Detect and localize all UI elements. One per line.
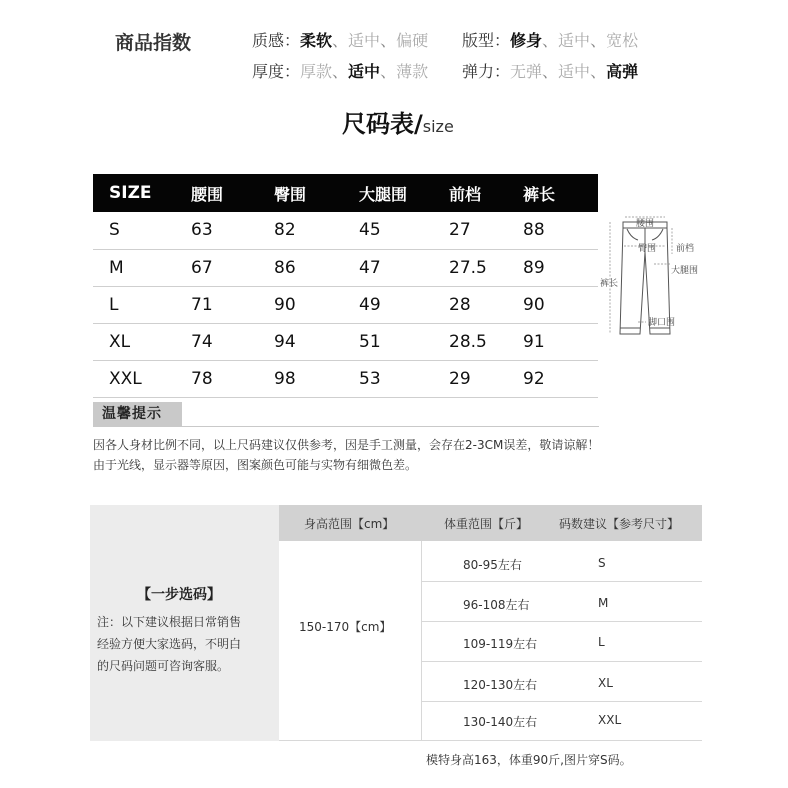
row-divider bbox=[421, 661, 702, 662]
warm-tip-line-1: 因各人身材比例不同，以上尺码建议仅供参考，因是手工测量，会存在2-3CM误差，敬请谅解！ bbox=[93, 438, 600, 452]
model-info-note: 模特身高163，体重90斤,图片穿S码。 bbox=[426, 753, 632, 767]
row-divider bbox=[421, 581, 702, 582]
fit-attribute: 版型：修身、适中、宽松 bbox=[462, 31, 639, 50]
thickness-label: 厚度： bbox=[252, 62, 301, 81]
cell-front-rise: 27.5 bbox=[449, 249, 523, 286]
header-size-suggestion: 码数建议【参考尺寸】 bbox=[559, 517, 680, 531]
size-chart-title bbox=[342, 104, 454, 139]
row-divider bbox=[421, 701, 702, 702]
recommendation-bottom-border bbox=[279, 740, 702, 741]
size-table bbox=[93, 174, 598, 398]
cell-hip: 94 bbox=[274, 323, 359, 360]
thickness-option-thin: 薄款 bbox=[396, 62, 429, 81]
elasticity-label: 弹力： bbox=[462, 62, 511, 81]
recommendation-note-line-2: 经验方便大家选码，不明白 bbox=[97, 637, 242, 651]
warm-tip-divider bbox=[93, 426, 599, 427]
diagram-label-waist: 腰围 bbox=[636, 219, 655, 229]
recommendation-column-divider bbox=[421, 541, 422, 741]
thickness-attribute: 厚度：厚款、适中、薄款 bbox=[252, 62, 429, 81]
texture-option-hard: 偏硬 bbox=[396, 31, 429, 50]
warm-tip-line-2: 由于光线，显示器等原因，图案颜色可能与实物有细微色差。 bbox=[93, 458, 418, 472]
diagram-label-front-rise: 前档 bbox=[676, 244, 695, 254]
cell-size: XL bbox=[93, 323, 191, 360]
fit-label: 版型： bbox=[462, 31, 511, 50]
cell-waist: 63 bbox=[191, 212, 274, 249]
texture-option-medium: 适中 bbox=[348, 31, 381, 50]
size-suggestion-l: L bbox=[598, 635, 605, 649]
texture-option-soft: 柔软 bbox=[300, 31, 333, 50]
fit-option-loose: 宽松 bbox=[606, 31, 639, 50]
header-size: SIZE bbox=[93, 174, 191, 212]
table-row bbox=[93, 360, 598, 397]
thickness-option-medium: 适中 bbox=[348, 62, 381, 81]
size-chart-subtitle: size bbox=[422, 117, 454, 136]
cell-length: 88 bbox=[523, 212, 598, 249]
size-table-header bbox=[93, 174, 598, 212]
diagram-label-thigh: 大腿围 bbox=[671, 266, 699, 276]
header-length: 裤长 bbox=[523, 174, 598, 212]
cell-waist: 78 bbox=[191, 360, 274, 397]
cell-hip: 82 bbox=[274, 212, 359, 249]
recommendation-note-line-3: 的尺码问题可咨询客服。 bbox=[97, 659, 230, 673]
cell-waist: 71 bbox=[191, 286, 274, 323]
cell-waist: 67 bbox=[191, 249, 274, 286]
cell-hip: 90 bbox=[274, 286, 359, 323]
diagram-label-hip: 臀围 bbox=[638, 244, 657, 254]
header-hip: 臀围 bbox=[274, 174, 359, 212]
recommendation-note-line-1: 注：以下建议根据日常销售 bbox=[97, 615, 242, 629]
pants-diagram bbox=[598, 212, 710, 344]
weight-range-m: 96-108左右 bbox=[463, 598, 530, 612]
diagram-label-hem: 脚口围 bbox=[648, 318, 676, 328]
cell-length: 91 bbox=[523, 323, 598, 360]
size-suggestion-xxl: XXL bbox=[598, 713, 622, 727]
cell-front-rise: 29 bbox=[449, 360, 523, 397]
weight-range-xxl: 130-140左右 bbox=[463, 715, 538, 729]
cell-hip: 98 bbox=[274, 360, 359, 397]
cell-size: S bbox=[93, 212, 191, 249]
weight-range-xl: 120-130左右 bbox=[463, 678, 538, 692]
size-chart-title-text: 尺码表/ bbox=[342, 110, 423, 138]
header-front-rise: 前档 bbox=[449, 174, 523, 212]
size-suggestion-s: S bbox=[598, 556, 606, 570]
product-index-title: 商品指数 bbox=[115, 32, 192, 54]
cell-hip: 86 bbox=[274, 249, 359, 286]
table-row bbox=[93, 212, 598, 249]
size-suggestion-xl: XL bbox=[598, 676, 613, 690]
diagram-label-length: 裤长 bbox=[600, 279, 619, 289]
row-divider bbox=[421, 621, 702, 622]
elasticity-option-medium: 适中 bbox=[558, 62, 591, 81]
texture-label: 质感： bbox=[252, 31, 301, 50]
one-step-size-title: 【一步选码】 bbox=[137, 587, 221, 603]
table-row bbox=[93, 286, 598, 323]
height-range-value: 150-170【cm】 bbox=[299, 620, 392, 634]
cell-size: M bbox=[93, 249, 191, 286]
fit-option-medium: 适中 bbox=[558, 31, 591, 50]
thickness-option-thick: 厚款 bbox=[300, 62, 333, 81]
cell-size: XXL bbox=[93, 360, 191, 397]
cell-size: L bbox=[93, 286, 191, 323]
cell-front-rise: 27 bbox=[449, 212, 523, 249]
cell-thigh: 49 bbox=[359, 286, 449, 323]
elasticity-option-none: 无弹 bbox=[510, 62, 543, 81]
cell-front-rise: 28 bbox=[449, 286, 523, 323]
header-height-range: 身高范围【cm】 bbox=[304, 517, 395, 531]
cell-length: 90 bbox=[523, 286, 598, 323]
recommendation-header bbox=[279, 505, 702, 541]
size-suggestion-m: M bbox=[598, 596, 609, 610]
header-waist: 腰围 bbox=[191, 174, 274, 212]
cell-thigh: 51 bbox=[359, 323, 449, 360]
cell-front-rise: 28.5 bbox=[449, 323, 523, 360]
weight-range-s: 80-95左右 bbox=[463, 558, 522, 572]
cell-waist: 74 bbox=[191, 323, 274, 360]
cell-length: 89 bbox=[523, 249, 598, 286]
cell-thigh: 47 bbox=[359, 249, 449, 286]
fit-option-slim: 修身 bbox=[510, 31, 543, 50]
cell-length: 92 bbox=[523, 360, 598, 397]
warm-tip-badge: 温馨提示 bbox=[93, 402, 182, 426]
weight-range-l: 109-119左右 bbox=[463, 637, 538, 651]
cell-thigh: 53 bbox=[359, 360, 449, 397]
header-thigh: 大腿围 bbox=[359, 174, 449, 212]
elasticity-option-high: 高弹 bbox=[606, 62, 639, 81]
cell-thigh: 45 bbox=[359, 212, 449, 249]
texture-attribute: 质感：柔软、适中、偏硬 bbox=[252, 31, 429, 50]
header-weight-range: 体重范围【斤】 bbox=[444, 517, 529, 531]
table-row bbox=[93, 323, 598, 360]
elasticity-attribute: 弹力：无弹、适中、高弹 bbox=[462, 62, 639, 81]
table-row bbox=[93, 249, 598, 286]
